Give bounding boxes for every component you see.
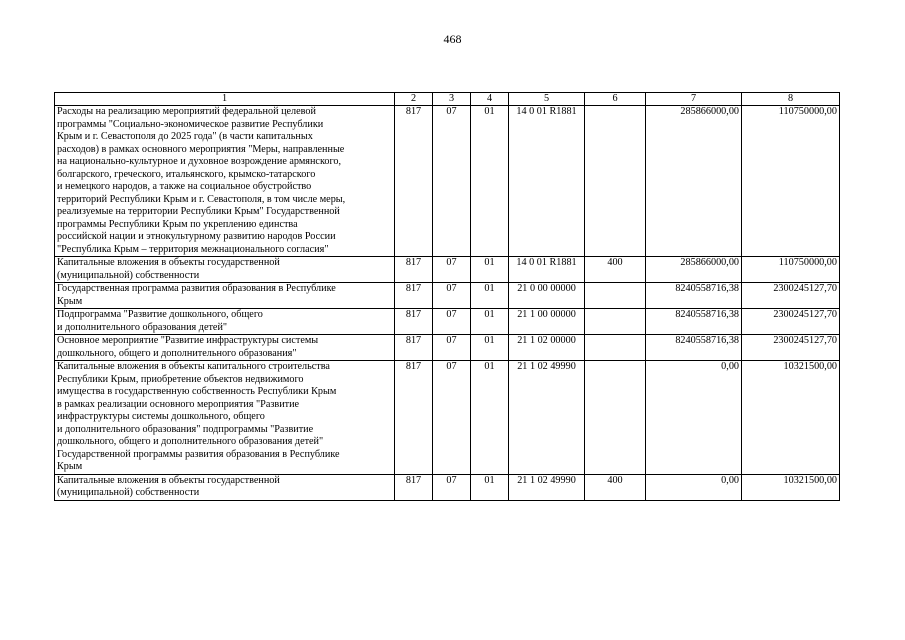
page-number: 468 bbox=[443, 32, 462, 46]
section-code-cell: 07 bbox=[433, 106, 471, 257]
section-code-cell: 07 bbox=[433, 283, 471, 309]
target-article-cell: 21 1 02 49990 bbox=[509, 474, 585, 500]
row-name-line: программы "Социально-экономическое развитие Республики bbox=[57, 118, 324, 130]
column-header-1: 1 bbox=[55, 93, 395, 106]
column-header-4: 4 bbox=[471, 93, 509, 106]
table-row bbox=[55, 257, 840, 283]
section-code-cell: 07 bbox=[433, 257, 471, 283]
target-article-cell: 14 0 01 R1881 bbox=[509, 106, 585, 257]
column-header-8: 8 bbox=[742, 93, 840, 106]
column-header-2: 2 bbox=[395, 93, 433, 106]
row-name-line: территорий Республики Крым и г. Севастополя, в том числе меры, bbox=[57, 193, 346, 205]
row-name-line: на национально-культурное и духовное возрождение армянского, bbox=[57, 156, 342, 167]
row-name-line: Республики Крым, приобретение объектов недвижимого bbox=[57, 373, 304, 385]
column-header-row bbox=[55, 93, 840, 106]
amount-year2-cell: 10321500,00 bbox=[742, 361, 840, 475]
row-name-line: Капитальные вложения в объекты государственной bbox=[57, 257, 280, 268]
section-code-cell: 07 bbox=[433, 335, 471, 361]
table-body bbox=[55, 106, 840, 501]
subsection-code-cell: 01 bbox=[471, 283, 509, 309]
row-name-line: (муниципальной) собственности bbox=[57, 269, 200, 281]
amount-year1-cell: 285866000,00 bbox=[646, 257, 742, 283]
column-header-3: 3 bbox=[433, 93, 471, 106]
subsection-code-cell: 01 bbox=[471, 309, 509, 335]
row-name bbox=[55, 283, 395, 309]
column-header-7: 7 bbox=[646, 93, 742, 106]
amount-year2-cell: 110750000,00 bbox=[742, 257, 840, 283]
row-name-line: Крым и г. Севастополя до 2025 года" (в части капитальных bbox=[57, 131, 313, 142]
table-row bbox=[55, 361, 840, 475]
row-name-line: "Республика Крым – территория межнационального согласия" bbox=[57, 243, 329, 255]
target-article-cell: 21 1 02 00000 bbox=[509, 335, 585, 361]
row-name bbox=[55, 257, 395, 283]
row-name-line: реализуемые на территории Республики Крым" Государственной bbox=[57, 206, 340, 217]
row-name-line: имущества в государственную собственность Республики Крым bbox=[57, 386, 337, 397]
row-name-line: и немецкого народов, а также на социальное обустройство bbox=[57, 181, 312, 192]
target-article-cell: 21 1 02 49990 bbox=[509, 361, 585, 475]
row-name-line: дошкольного, общего и дополнительного образования детей" bbox=[57, 436, 324, 447]
section-code-cell: 07 bbox=[433, 474, 471, 500]
admin-code-cell: 817 bbox=[395, 474, 433, 500]
amount-year2-cell: 2300245127,70 bbox=[742, 335, 840, 361]
expense-type-cell: 400 bbox=[585, 474, 646, 500]
row-name-line: Крым bbox=[57, 295, 83, 307]
target-article-cell: 21 0 00 00000 bbox=[509, 283, 585, 309]
amount-year2-cell: 2300245127,70 bbox=[742, 283, 840, 309]
amount-year1-cell: 0,00 bbox=[646, 361, 742, 475]
row-name-line: Расходы на реализацию мероприятий федеральной целевой bbox=[57, 106, 316, 117]
target-article-cell: 21 1 00 00000 bbox=[509, 309, 585, 335]
row-name bbox=[55, 335, 395, 361]
target-article-cell: 14 0 01 R1881 bbox=[509, 257, 585, 283]
section-code-cell: 07 bbox=[433, 361, 471, 475]
admin-code-cell: 817 bbox=[395, 309, 433, 335]
row-name-line: Крым bbox=[57, 461, 83, 472]
amount-year1-cell: 0,00 bbox=[646, 474, 742, 500]
table-row bbox=[55, 106, 840, 257]
row-name-line: (муниципальной) собственности bbox=[57, 487, 200, 498]
row-name-line: российской нации и этнокультурному развитию народов России bbox=[57, 231, 336, 242]
amount-year1-cell: 8240558716,38 bbox=[646, 283, 742, 309]
column-header-6: 6 bbox=[585, 93, 646, 106]
row-name bbox=[55, 309, 395, 335]
row-name-line: и дополнительного образования" подпрограммы "Развитие bbox=[57, 423, 314, 435]
row-name-line: в рамках реализации основного мероприятия "Развитие bbox=[57, 398, 300, 410]
section-code-cell: 07 bbox=[433, 309, 471, 335]
amount-year1-cell: 8240558716,38 bbox=[646, 309, 742, 335]
amount-year1-cell: 8240558716,38 bbox=[646, 335, 742, 361]
row-name bbox=[55, 106, 395, 257]
row-name-line: программы Республики Крым по укреплению единства bbox=[57, 218, 298, 230]
admin-code-cell: 817 bbox=[395, 283, 433, 309]
table-row bbox=[55, 283, 840, 309]
expense-type-cell bbox=[585, 361, 646, 475]
expense-type-cell bbox=[585, 106, 646, 257]
admin-code-cell: 817 bbox=[395, 361, 433, 475]
expense-type-cell bbox=[585, 283, 646, 309]
expense-type-cell bbox=[585, 309, 646, 335]
admin-code-cell: 817 bbox=[395, 335, 433, 361]
column-header-5: 5 bbox=[509, 93, 585, 106]
table-row bbox=[55, 474, 840, 500]
row-name-line: болгарского, греческого, итальянского, крымско-татарского bbox=[57, 168, 316, 180]
amount-year2-cell: 110750000,00 bbox=[742, 106, 840, 257]
subsection-code-cell: 01 bbox=[471, 335, 509, 361]
row-name-line: инфраструктуры системы дошкольного, общего bbox=[57, 411, 265, 422]
row-name-line: расходов) в рамках основного мероприятия "Меры, направленные bbox=[57, 143, 345, 155]
expense-type-cell bbox=[585, 335, 646, 361]
subsection-code-cell: 01 bbox=[471, 474, 509, 500]
row-name bbox=[55, 361, 395, 475]
row-name-line: Капитальные вложения в объекты капитального строительства bbox=[57, 361, 330, 372]
row-name-line: дошкольного, общего и дополнительного образования" bbox=[57, 347, 297, 359]
table-row bbox=[55, 335, 840, 361]
row-name-line: Основное мероприятие "Развитие инфраструктуры системы bbox=[57, 335, 319, 346]
table-row bbox=[55, 309, 840, 335]
row-name-line: Подпрограмма "Развитие дошкольного, общего bbox=[57, 309, 263, 320]
subsection-code-cell: 01 bbox=[471, 361, 509, 475]
row-name-line: и дополнительного образования детей" bbox=[57, 321, 228, 333]
expense-type-cell: 400 bbox=[585, 257, 646, 283]
subsection-code-cell: 01 bbox=[471, 257, 509, 283]
admin-code-cell: 817 bbox=[395, 106, 433, 257]
amount-year2-cell: 2300245127,70 bbox=[742, 309, 840, 335]
row-name-line: Государственной программы развития образования в Республике bbox=[57, 448, 340, 460]
subsection-code-cell: 01 bbox=[471, 106, 509, 257]
row-name-line: Капитальные вложения в объекты государственной bbox=[57, 474, 280, 486]
amount-year2-cell: 10321500,00 bbox=[742, 474, 840, 500]
row-name bbox=[55, 474, 395, 500]
budget-table bbox=[54, 92, 840, 501]
amount-year1-cell: 285866000,00 bbox=[646, 106, 742, 257]
admin-code-cell: 817 bbox=[395, 257, 433, 283]
row-name-line: Государственная программа развития образования в Республике bbox=[57, 283, 336, 294]
